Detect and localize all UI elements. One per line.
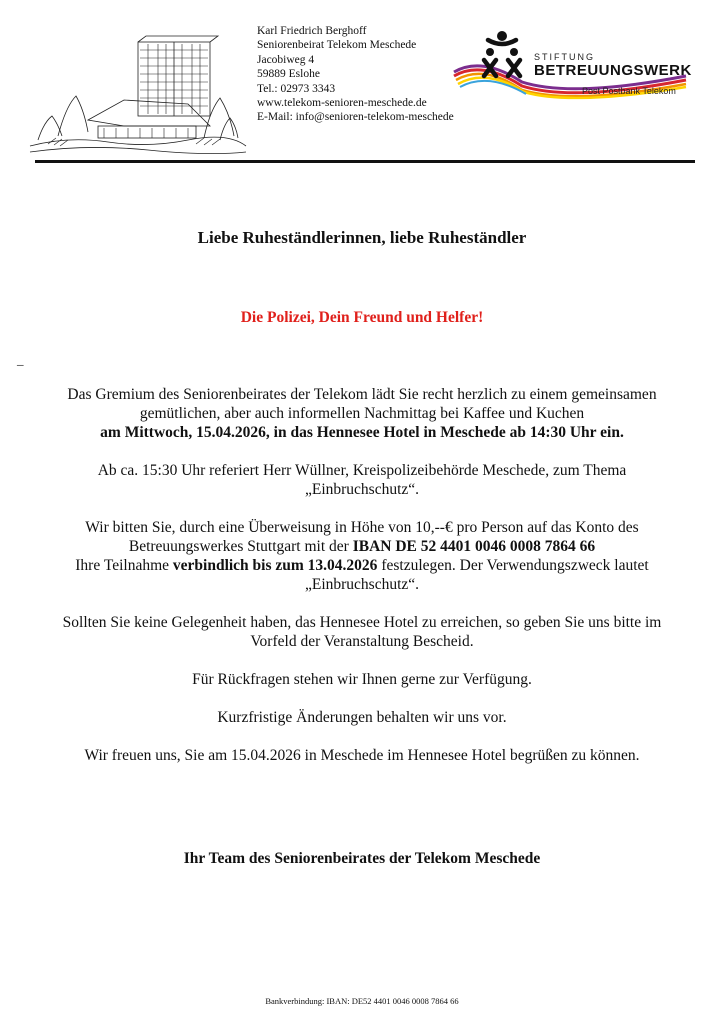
sender-line: Karl Friedrich Berghoff bbox=[257, 25, 367, 37]
payment-paragraph bbox=[60, 518, 664, 594]
sender-address bbox=[257, 24, 454, 125]
letter-body bbox=[60, 385, 664, 784]
logo-name-text: BETREUUNGSWERK bbox=[534, 62, 692, 79]
sender-line: Seniorenbeirat Telekom Meschede bbox=[257, 39, 417, 52]
sender-website: www.telekom-senioren-meschede.de bbox=[257, 97, 427, 110]
signoff: Ihr Team des Seniorenbeirates der Telekom Meschede bbox=[183, 850, 541, 867]
payment-text: Wir bitten Sie, durch eine Überweisung in Höhe von 10,--€ pro Person auf das Konto des Betreuungswerkes Stuttgart mit der bbox=[85, 519, 639, 555]
stray-mark: _ bbox=[17, 352, 24, 367]
questions-paragraph: Für Rückfragen stehen wir Ihnen gerne zur Verfügung. bbox=[192, 671, 532, 688]
hotel-sketch-image bbox=[28, 28, 248, 160]
invitation-paragraph bbox=[60, 385, 664, 442]
sender-line: Jacobiweg 4 bbox=[257, 53, 315, 66]
speaker-paragraph: Ab ca. 15:30 Uhr referiert Herr Wüllner, Kreispolizeibehörde Meschede, zum Thema „Einbruchschutz“. bbox=[97, 462, 627, 498]
salutation: Liebe Ruheständlerinnen, liebe Ruheständler bbox=[197, 228, 527, 247]
invitation-text: Das Gremium des Seniorenbeirates der Telekom lädt Sie recht herzlich zu einem gemeinsamen gemütlichen, aber auch informellen Nachmittag bei Kaffee und Kuchen bbox=[67, 386, 657, 422]
event-date-location: am Mittwoch, 15.04.2026, in das Hennesee Hotel in Meschede ab 14:30 Uhr ein. bbox=[100, 424, 624, 441]
sender-email: E-Mail: info@senioren-telekom-meschede bbox=[257, 111, 454, 124]
payment-text-3: festzulegen. Der Verwendungszweck lautet „Einbruchschutz“. bbox=[304, 557, 649, 593]
letterhead bbox=[0, 0, 724, 170]
headline: Die Polizei, Dein Freund und Helfer! bbox=[240, 309, 484, 326]
deadline-text: verbindlich bis zum 13.04.2026 bbox=[172, 557, 378, 574]
bank-details-footer: Bankverbindung: IBAN: DE52 4401 0046 0008 7864 66 bbox=[265, 996, 459, 1006]
sender-line: 59889 Eslohe bbox=[257, 68, 320, 81]
betreuungswerk-logo bbox=[452, 26, 692, 106]
logo-subtitle: Post Postbank Telekom bbox=[582, 86, 676, 96]
iban-text: IBAN DE 52 4401 0046 0008 7864 66 bbox=[352, 538, 596, 555]
logo-stiftung-text: STIFTUNG bbox=[534, 52, 595, 62]
payment-text-2: Ihre Teilnahme bbox=[75, 557, 170, 574]
header-divider bbox=[35, 160, 695, 163]
closing-paragraph: Wir freuen uns, Sie am 15.04.2026 in Meschede im Hennesee Hotel begrüßen zu können. bbox=[84, 747, 640, 764]
sender-line: Tel.: 02973 3343 bbox=[257, 82, 336, 95]
changes-paragraph: Kurzfristige Änderungen behalten wir uns vor. bbox=[217, 709, 507, 726]
travel-paragraph: Sollten Sie keine Gelegenheit haben, das Hennesee Hotel zu erreichen, so geben Sie uns bitte im Vorfeld der Veranstaltung Bescheid. bbox=[62, 614, 662, 650]
